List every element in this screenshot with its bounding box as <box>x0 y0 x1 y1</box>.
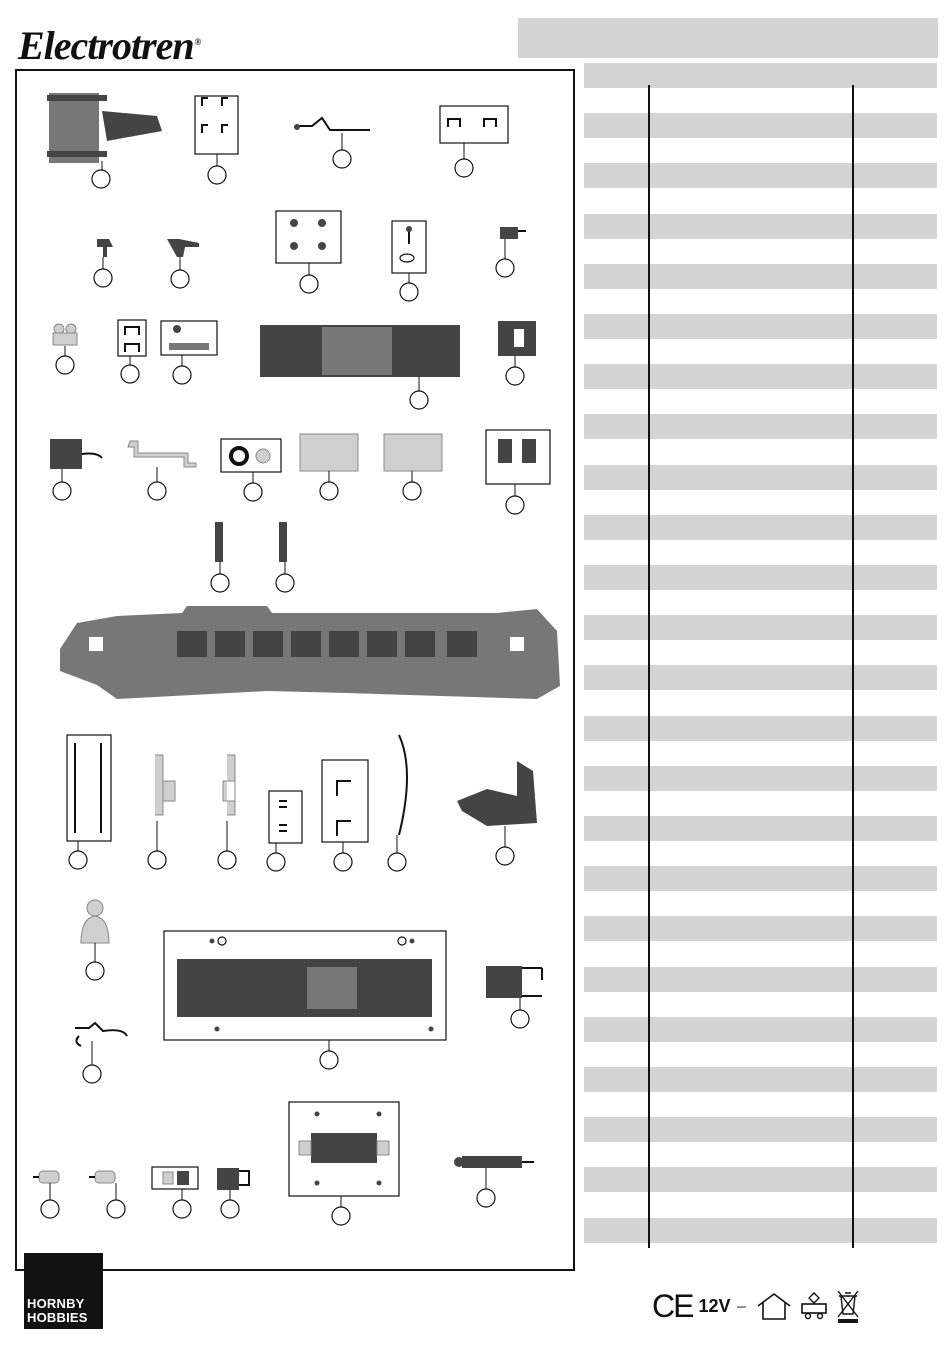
table-row <box>584 691 937 716</box>
magnet-plate-part <box>152 1167 198 1218</box>
screw-plate-part <box>161 321 217 384</box>
contact-strip-a-part <box>211 522 229 592</box>
contact-clips-part <box>440 106 508 177</box>
coupler-box-part <box>486 966 542 1028</box>
table-row <box>584 565 937 590</box>
parts-table <box>584 63 937 1246</box>
table-row <box>584 414 937 439</box>
coupler-housing-part <box>498 321 536 385</box>
table-row <box>584 841 937 866</box>
table-row <box>584 766 937 791</box>
screws-grid-part <box>276 211 341 293</box>
coupler-a-part <box>94 239 113 287</box>
dc-symbol: --- <box>736 1299 746 1313</box>
body-shell-part <box>60 606 560 699</box>
contact-strip-b-part <box>276 522 294 592</box>
table-row <box>584 1142 937 1167</box>
table-row <box>584 339 937 364</box>
table-divider-left <box>648 85 650 1248</box>
speaker-part <box>50 439 102 500</box>
table-row <box>584 515 937 540</box>
table-row <box>584 289 937 314</box>
bracket-part <box>128 441 196 500</box>
table-row <box>584 816 937 841</box>
table-row <box>584 389 937 414</box>
ring-cap-part <box>221 439 281 501</box>
table-row <box>584 891 937 916</box>
parts-diagram <box>15 69 575 1271</box>
table-row <box>584 88 937 113</box>
table-row <box>584 942 937 967</box>
hornby-hobbies-logo <box>24 1253 103 1329</box>
worm-gear-part <box>217 1168 249 1218</box>
wagon-icon <box>799 1291 829 1321</box>
table-row <box>584 214 937 239</box>
logo-line-2: HOBBIES <box>27 1310 88 1325</box>
drive-shaft-part <box>454 1156 534 1207</box>
driver-figure-part <box>81 900 109 980</box>
table-row <box>584 866 937 891</box>
table-row <box>584 1017 937 1042</box>
table-row <box>584 640 937 665</box>
handrails-part <box>67 735 111 869</box>
antenna-wire-part <box>388 735 407 871</box>
cab-end-part <box>457 761 537 865</box>
table-row <box>584 264 937 289</box>
motor-part <box>289 1102 399 1225</box>
house-icon <box>755 1291 793 1321</box>
table-row <box>584 364 937 389</box>
voltage-label: 12V <box>698 1295 731 1316</box>
step-a-part <box>148 755 175 869</box>
small-clip-part <box>118 320 146 383</box>
switch-part <box>496 227 526 277</box>
table-row <box>584 916 937 941</box>
weee-bin-icon <box>835 1288 861 1324</box>
ce-mark: CE <box>652 1287 693 1324</box>
pcb-decoder-part <box>164 931 446 1069</box>
table-row <box>584 1067 937 1092</box>
table-row <box>584 314 937 339</box>
title-bar <box>518 18 938 58</box>
table-row <box>584 1117 937 1142</box>
bulb-holders-part <box>53 324 77 374</box>
rod-part <box>294 118 370 168</box>
table-row <box>584 791 937 816</box>
fuel-tank-part <box>260 325 460 409</box>
table-row <box>584 1092 937 1117</box>
bogie-frame-part <box>47 93 162 188</box>
parts-diagram-art <box>17 71 577 1273</box>
wiring-harness-part <box>75 1023 127 1083</box>
table-row <box>584 113 937 138</box>
table-row <box>584 590 937 615</box>
table-row <box>584 992 937 1017</box>
step-b-part <box>218 755 236 869</box>
table-row <box>584 239 937 264</box>
clips-set-part <box>195 96 238 184</box>
table-row <box>584 540 937 565</box>
coupler-b-part <box>167 239 199 288</box>
table-row <box>584 490 937 515</box>
brand-name: Electrotren <box>18 23 194 68</box>
table-row <box>584 1218 937 1243</box>
light-guide-a-part <box>300 434 358 500</box>
table-row <box>584 615 937 640</box>
wire-clips-part <box>267 791 302 871</box>
table-row <box>584 967 937 992</box>
table-row <box>584 163 937 188</box>
table-row <box>584 189 937 214</box>
table-row <box>584 741 937 766</box>
table-row <box>584 465 937 490</box>
brand-logo <box>18 22 200 69</box>
certification-marks <box>652 1288 861 1324</box>
table-row <box>584 716 937 741</box>
pipe-brackets-part <box>322 760 368 871</box>
bulb-b-part <box>89 1171 125 1218</box>
screw-washer-part <box>392 221 426 301</box>
logo-line-1: HORNBY <box>27 1296 85 1311</box>
table-divider-right <box>852 85 854 1248</box>
table-row <box>584 665 937 690</box>
table-row <box>584 1167 937 1192</box>
cab-seats-part <box>486 430 550 514</box>
table-row <box>584 440 937 465</box>
table-row <box>584 1193 937 1218</box>
table-header-row <box>584 63 937 88</box>
table-row <box>584 1042 937 1067</box>
bulb-a-part <box>33 1171 59 1218</box>
table-row <box>584 138 937 163</box>
registered-mark: ® <box>194 36 201 47</box>
light-guide-b-part <box>384 434 442 500</box>
